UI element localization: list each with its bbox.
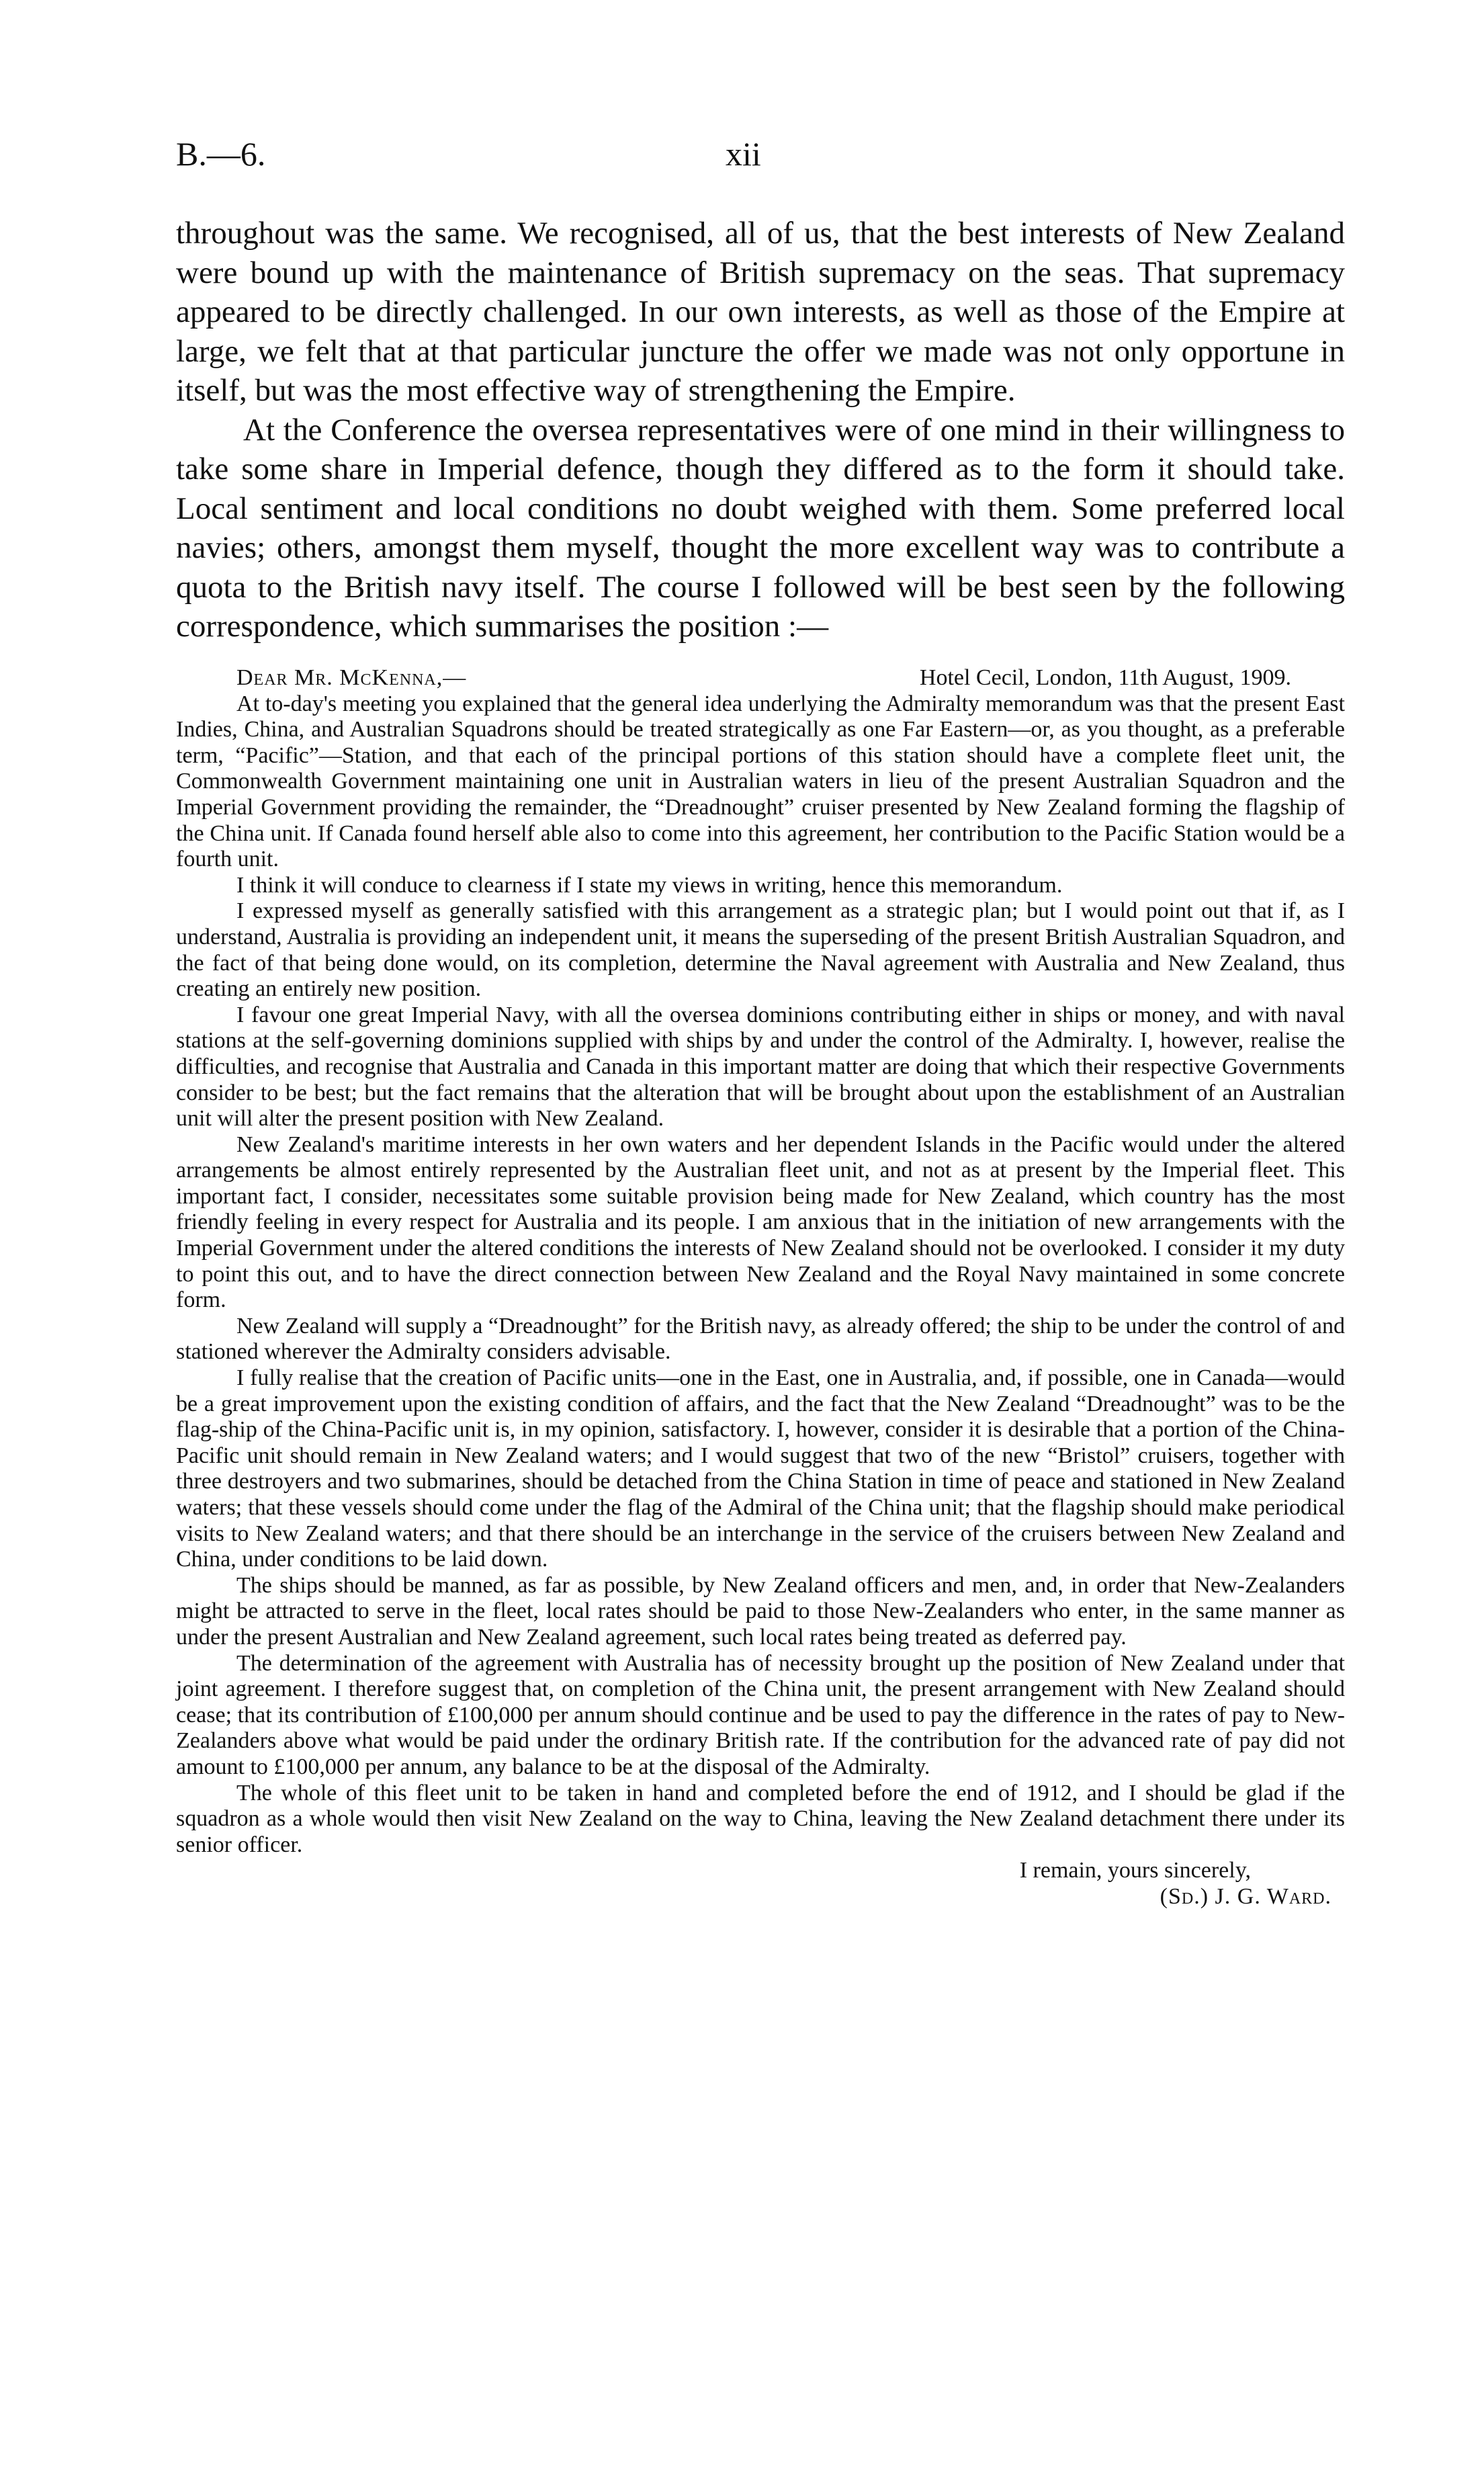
letter-paragraph: I favour one great Imperial Navy, with all the oversea dominions contributing either in ships or money, and with naval stations at the self-governing dominions supplied with ships by and under the control of the Admiralty. I, however, realise the difficulties, and recognise that Australia and Canada in this important matter are doing that which their respective Governments consider to be best; but the fact remains that the alteration that will be brought about upon the establishment of an Australian unit will alter the present position with New Zealand. — [176, 1002, 1345, 1132]
letter-paragraph: The ships should be manned, as far as possible, by New Zealand officers and men, and, in order that New-Zealanders might be attracted to serve in the fleet, local rates should be paid to those New-Zealanders who enter, in the same manner as under the present Australian and New Zealand agreement, such local rates being treated as deferred pay. — [176, 1572, 1345, 1650]
letter-paragraph: New Zealand will supply a “Dreadnought” for the British navy, as already offered; the ship to be under the control of and stationed wherever the Admiralty considers advisable. — [176, 1313, 1345, 1365]
letter-paragraph: I fully realise that the creation of Pacific units—one in the East, one in Australia, and, if possible, one in Canada—would be a great improvement upon the existing condition of affairs, and the fact that the New Zealand “Dreadnought” was to be the flag-ship of the China-Pacific unit is, in my opinion, satisfactory. I, however, consider it is desirable that a portion of the China-Pacific unit should remain in New Zealand waters; and I would suggest that two of the new “Bristol” cruisers, together with three destroyers and two submarines, should be detached from the China Station in time of peace and stationed in New Zealand waters; that these vessels should come under the flag of the Admiral of the China unit; that the flagship should make periodical visits to New Zealand waters; and that there should be an interchange in the service of the cruisers between New Zealand and China, under conditions to be laid down. — [176, 1365, 1345, 1572]
salutation: Dear Mr. McKenna,— — [236, 665, 467, 690]
letter-signature: (Sd.) J. G. Ward. — [1160, 1883, 1332, 1909]
letter-heading — [176, 665, 1345, 691]
letter-closing: I remain, yours sincerely, — [1019, 1858, 1251, 1883]
letter-paragraph: I think it will conduce to clearness if I state my views in writing, hence this memorandum. — [236, 872, 1063, 898]
body-text — [176, 214, 1345, 646]
letter — [176, 665, 1345, 1910]
body-paragraph: At the Conference the oversea representatives were of one mind in their willingness to take some share in Imperial defence, though they differed as to the form it should take. Local sentiment and local conditions no doubt weighed with them. Some preferred local navies; others, amongst them myself, thought the more excellent way was to contribute a quota to the British navy itself. The course I followed will be best seen by the following correspondence, which summarises the position :— — [176, 412, 1345, 644]
letter-address-date: Hotel Cecil, London, 11th August, 1909. — [919, 665, 1291, 690]
body-paragraph: throughout was the same. We recognised, all of us, that the best interests of New Zealand were bound up with the maintenance of British supremacy on the seas. That supremacy appeared to be directly challenged. In our own interests, as well as those of the Empire at large, we felt that at that particular juncture the offer we made was not only opportune in itself, but was the most effective way of strengthening the Empire. — [176, 216, 1345, 408]
letter-paragraph: New Zealand's maritime interests in her own waters and her dependent Islands in the Pacific would under the altered arrangements be almost entirely represented by the Australian fleet unit, and not as at present by the Imperial fleet. This important fact, I consider, necessitates some suitable provision being made for New Zealand, which country has the most friendly feeling in every respect for Australia and its people. I am anxious that in the initiation of new arrangements with the Imperial Government under the altered conditions the interests of New Zealand should not be overlooked. I consider it my duty to point this out, and to have the direct connection between New Zealand and the Royal Navy maintained in some concrete form. — [176, 1132, 1345, 1313]
letter-paragraph: The whole of this fleet unit to be taken in hand and completed before the end of 1912, and I should be glad if the squadron as a whole would then visit New Zealand on the way to China, leaving the New Zealand detachment there under its senior officer. — [176, 1780, 1345, 1857]
letter-paragraph: I expressed myself as generally satisfied with this arrangement as a strategic plan; but I would point out that if, as I understand, Australia is providing an independent unit, it means the superseding of the present British Australian Squadron, and the fact of that being done would, on its completion, determine the Naval agreement with Australia and New Zealand, thus creating an entirely new position. — [176, 898, 1345, 1002]
letter-paragraph: At to-day's meeting you explained that the general idea underlying the Admiralty memorandum was that the present East Indies, China, and Australian Squadrons should be treated strategically as one Far Eastern—or, as you thought, as a preferable term, “Pacific”—Station, and that each of the principal portions of this station should have a complete fleet unit, the Commonwealth Government maintaining one unit in Australian waters in lieu of the present Australian Squadron and the Imperial Government providing the remainder, the “Dreadnought” cruiser presented by New Zealand forming the flagship of the China unit. If Canada found herself able also to come into this agreement, her contribution to the Pacific Station would be a fourth unit. — [176, 691, 1345, 872]
page-number: xii — [726, 135, 761, 173]
letter-paragraph: The determination of the agreement with Australia has of necessity brought up the position of New Zealand under that joint agreement. I therefore suggest that, on completion of the China unit, the present arrangement with New Zealand should cease; that its contribution of £100,000 per annum should continue and be used to pay the difference in the rates of pay to New-Zealanders above what would be paid under the ordinary British rate. If the contribution for the advanced rate of pay did not amount to £100,000 per annum, any balance to be at the disposal of the Admiralty. — [176, 1650, 1345, 1779]
document-reference: B.—6. — [176, 135, 266, 173]
